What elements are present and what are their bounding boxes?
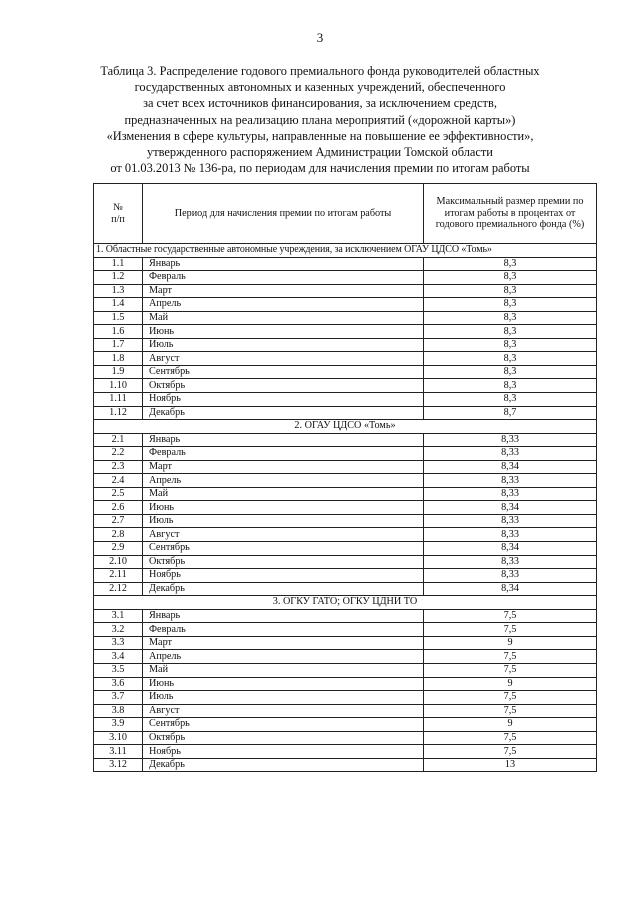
row-period: Май bbox=[143, 311, 424, 325]
row-value: 8,34 bbox=[424, 460, 597, 474]
row-period: Июль bbox=[143, 338, 424, 352]
row-number: 1.3 bbox=[94, 284, 143, 298]
row-period: Июнь bbox=[143, 325, 424, 339]
row-value: 7,5 bbox=[424, 650, 597, 664]
row-number: 2.1 bbox=[94, 433, 143, 447]
table-body bbox=[94, 244, 597, 772]
row-number: 2.6 bbox=[94, 501, 143, 515]
row-number: 3.7 bbox=[94, 691, 143, 705]
row-value: 8,3 bbox=[424, 311, 597, 325]
row-period: Ноябрь bbox=[143, 393, 424, 407]
table-row bbox=[94, 528, 597, 542]
title-line: за счет всех источников финансирования, за исключением средств, bbox=[143, 96, 497, 111]
table-row bbox=[94, 677, 597, 691]
row-value: 7,5 bbox=[424, 691, 597, 705]
table-row bbox=[94, 298, 597, 312]
row-number: 3.10 bbox=[94, 731, 143, 745]
table-row bbox=[94, 731, 597, 745]
row-number: 1.11 bbox=[94, 393, 143, 407]
row-number: 2.7 bbox=[94, 514, 143, 528]
row-number: 2.10 bbox=[94, 555, 143, 569]
table-row bbox=[94, 514, 597, 528]
row-value: 7,5 bbox=[424, 623, 597, 637]
row-period: Ноябрь bbox=[143, 745, 424, 759]
row-value: 7,5 bbox=[424, 663, 597, 677]
row-number: 3.9 bbox=[94, 718, 143, 732]
row-number: 1.2 bbox=[94, 271, 143, 285]
row-period: Март bbox=[143, 284, 424, 298]
row-value: 13 bbox=[424, 758, 597, 772]
table-header-row bbox=[94, 184, 597, 244]
table-row bbox=[94, 758, 597, 772]
row-number: 2.12 bbox=[94, 582, 143, 596]
row-value: 8,3 bbox=[424, 284, 597, 298]
row-value: 8,3 bbox=[424, 393, 597, 407]
row-period: Март bbox=[143, 636, 424, 650]
row-number: 3.8 bbox=[94, 704, 143, 718]
row-value: 7,5 bbox=[424, 745, 597, 759]
row-value: 8,33 bbox=[424, 474, 597, 488]
row-period: Февраль bbox=[143, 447, 424, 461]
row-period: Февраль bbox=[143, 271, 424, 285]
table-row bbox=[94, 487, 597, 501]
row-number: 1.12 bbox=[94, 406, 143, 420]
row-value: 8,33 bbox=[424, 487, 597, 501]
row-value: 8,3 bbox=[424, 379, 597, 393]
row-period: Июль bbox=[143, 691, 424, 705]
row-period: Декабрь bbox=[143, 582, 424, 596]
section-header-row bbox=[94, 596, 597, 610]
table-row bbox=[94, 650, 597, 664]
row-value: 8,7 bbox=[424, 406, 597, 420]
row-value: 8,34 bbox=[424, 542, 597, 556]
row-period: Декабрь bbox=[143, 406, 424, 420]
row-period: Март bbox=[143, 460, 424, 474]
header-number bbox=[94, 184, 143, 244]
row-period: Декабрь bbox=[143, 758, 424, 772]
row-number: 3.6 bbox=[94, 677, 143, 691]
row-period: Июль bbox=[143, 514, 424, 528]
row-number: 2.11 bbox=[94, 569, 143, 583]
table-row bbox=[94, 447, 597, 461]
row-period: Апрель bbox=[143, 298, 424, 312]
title-line: государственных автономных и казенных учреждений, обеспеченного bbox=[134, 80, 506, 95]
table-row bbox=[94, 311, 597, 325]
row-number: 1.1 bbox=[94, 257, 143, 271]
row-value: 8,3 bbox=[424, 257, 597, 271]
row-period: Сентябрь bbox=[143, 542, 424, 556]
row-number: 3.5 bbox=[94, 663, 143, 677]
table-row bbox=[94, 393, 597, 407]
row-value: 9 bbox=[424, 636, 597, 650]
section-header-row bbox=[94, 420, 597, 434]
row-number: 1.5 bbox=[94, 311, 143, 325]
title-line: утвержденного распоряжением Администрации Томской области bbox=[147, 145, 493, 160]
row-period: Август bbox=[143, 528, 424, 542]
row-number: 1.4 bbox=[94, 298, 143, 312]
header-max-premium: Максимальный размер премии по итогам работы в процентах от годового премиального фонда (%) bbox=[424, 184, 597, 244]
row-value: 8,33 bbox=[424, 514, 597, 528]
section-title: 3. ОГКУ ГАТО; ОГКУ ЦДНИ ТО bbox=[94, 596, 597, 610]
title-line: «Изменения в сфере культуры, направленные на повышение ее эффективности», bbox=[106, 128, 534, 143]
title-line: предназначенных на реализацию плана мероприятий («дорожной карты») bbox=[124, 112, 516, 127]
row-number: 3.12 bbox=[94, 758, 143, 772]
table-row bbox=[94, 284, 597, 298]
row-value: 8,33 bbox=[424, 555, 597, 569]
row-number: 3.3 bbox=[94, 636, 143, 650]
table-row bbox=[94, 433, 597, 447]
table-row bbox=[94, 338, 597, 352]
row-period: Апрель bbox=[143, 474, 424, 488]
table-row bbox=[94, 379, 597, 393]
table-row bbox=[94, 745, 597, 759]
title-line: от 01.03.2013 № 136-ра, по периодам для начисления премии по итогам работы bbox=[110, 161, 530, 176]
table-row bbox=[94, 663, 597, 677]
row-period: Апрель bbox=[143, 650, 424, 664]
row-number: 2.8 bbox=[94, 528, 143, 542]
row-value: 8,3 bbox=[424, 365, 597, 379]
row-value: 8,3 bbox=[424, 271, 597, 285]
row-period: Июнь bbox=[143, 677, 424, 691]
section-title: 1. Областные государственные автономные учреждения, за исключением ОГАУ ЦДСО «Томь» bbox=[94, 244, 597, 258]
table-row bbox=[94, 257, 597, 271]
row-number: 2.2 bbox=[94, 447, 143, 461]
row-number: 2.9 bbox=[94, 542, 143, 556]
row-period: Октябрь bbox=[143, 379, 424, 393]
row-value: 9 bbox=[424, 677, 597, 691]
table-row bbox=[94, 352, 597, 366]
row-period: Сентябрь bbox=[143, 718, 424, 732]
row-value: 7,5 bbox=[424, 609, 597, 623]
row-period: Январь bbox=[143, 433, 424, 447]
table-row bbox=[94, 474, 597, 488]
table-row bbox=[94, 623, 597, 637]
row-value: 7,5 bbox=[424, 731, 597, 745]
table-row bbox=[94, 325, 597, 339]
row-number: 2.4 bbox=[94, 474, 143, 488]
table-row bbox=[94, 271, 597, 285]
row-value: 8,33 bbox=[424, 433, 597, 447]
row-period: Октябрь bbox=[143, 731, 424, 745]
section-header-row bbox=[94, 244, 597, 258]
table-row bbox=[94, 460, 597, 474]
row-number: 3.11 bbox=[94, 745, 143, 759]
row-period: Август bbox=[143, 704, 424, 718]
table-row bbox=[94, 582, 597, 596]
row-value: 8,34 bbox=[424, 582, 597, 596]
row-value: 7,5 bbox=[424, 704, 597, 718]
header-number-symbol: № bbox=[113, 201, 123, 213]
table-row bbox=[94, 501, 597, 515]
row-value: 8,3 bbox=[424, 338, 597, 352]
row-number: 1.9 bbox=[94, 365, 143, 379]
row-period: Февраль bbox=[143, 623, 424, 637]
row-value: 8,33 bbox=[424, 569, 597, 583]
table-row bbox=[94, 569, 597, 583]
header-period: Период для начисления премии по итогам работы bbox=[143, 184, 424, 244]
row-period: Сентябрь bbox=[143, 365, 424, 379]
row-number: 2.3 bbox=[94, 460, 143, 474]
row-value: 9 bbox=[424, 718, 597, 732]
row-value: 8,3 bbox=[424, 298, 597, 312]
row-period: Ноябрь bbox=[143, 569, 424, 583]
table-row bbox=[94, 691, 597, 705]
premium-distribution-table bbox=[93, 183, 597, 772]
row-value: 8,33 bbox=[424, 528, 597, 542]
row-number: 3.1 bbox=[94, 609, 143, 623]
table-row bbox=[94, 406, 597, 420]
row-value: 8,33 bbox=[424, 447, 597, 461]
row-period: Июнь bbox=[143, 501, 424, 515]
row-value: 8,3 bbox=[424, 325, 597, 339]
row-number: 2.5 bbox=[94, 487, 143, 501]
row-number: 3.2 bbox=[94, 623, 143, 637]
row-period: Май bbox=[143, 663, 424, 677]
table-row bbox=[94, 704, 597, 718]
header-number-abbrev: п/п bbox=[111, 213, 125, 225]
row-value: 8,34 bbox=[424, 501, 597, 515]
table-row bbox=[94, 365, 597, 379]
row-number: 1.8 bbox=[94, 352, 143, 366]
row-period: Август bbox=[143, 352, 424, 366]
row-period: Октябрь bbox=[143, 555, 424, 569]
table-title bbox=[70, 63, 570, 176]
table-row bbox=[94, 555, 597, 569]
table-row bbox=[94, 609, 597, 623]
section-title: 2. ОГАУ ЦДСО «Томь» bbox=[94, 420, 597, 434]
row-number: 3.4 bbox=[94, 650, 143, 664]
table-row bbox=[94, 718, 597, 732]
page-number: 3 bbox=[316, 30, 324, 45]
row-value: 8,3 bbox=[424, 352, 597, 366]
table-row bbox=[94, 636, 597, 650]
row-number: 1.10 bbox=[94, 379, 143, 393]
row-period: Январь bbox=[143, 609, 424, 623]
row-period: Май bbox=[143, 487, 424, 501]
row-number: 1.6 bbox=[94, 325, 143, 339]
row-number: 1.7 bbox=[94, 338, 143, 352]
title-line: Таблица 3. Распределение годового премиального фонда руководителей областных bbox=[100, 64, 540, 78]
table-row bbox=[94, 542, 597, 556]
row-period: Январь bbox=[143, 257, 424, 271]
